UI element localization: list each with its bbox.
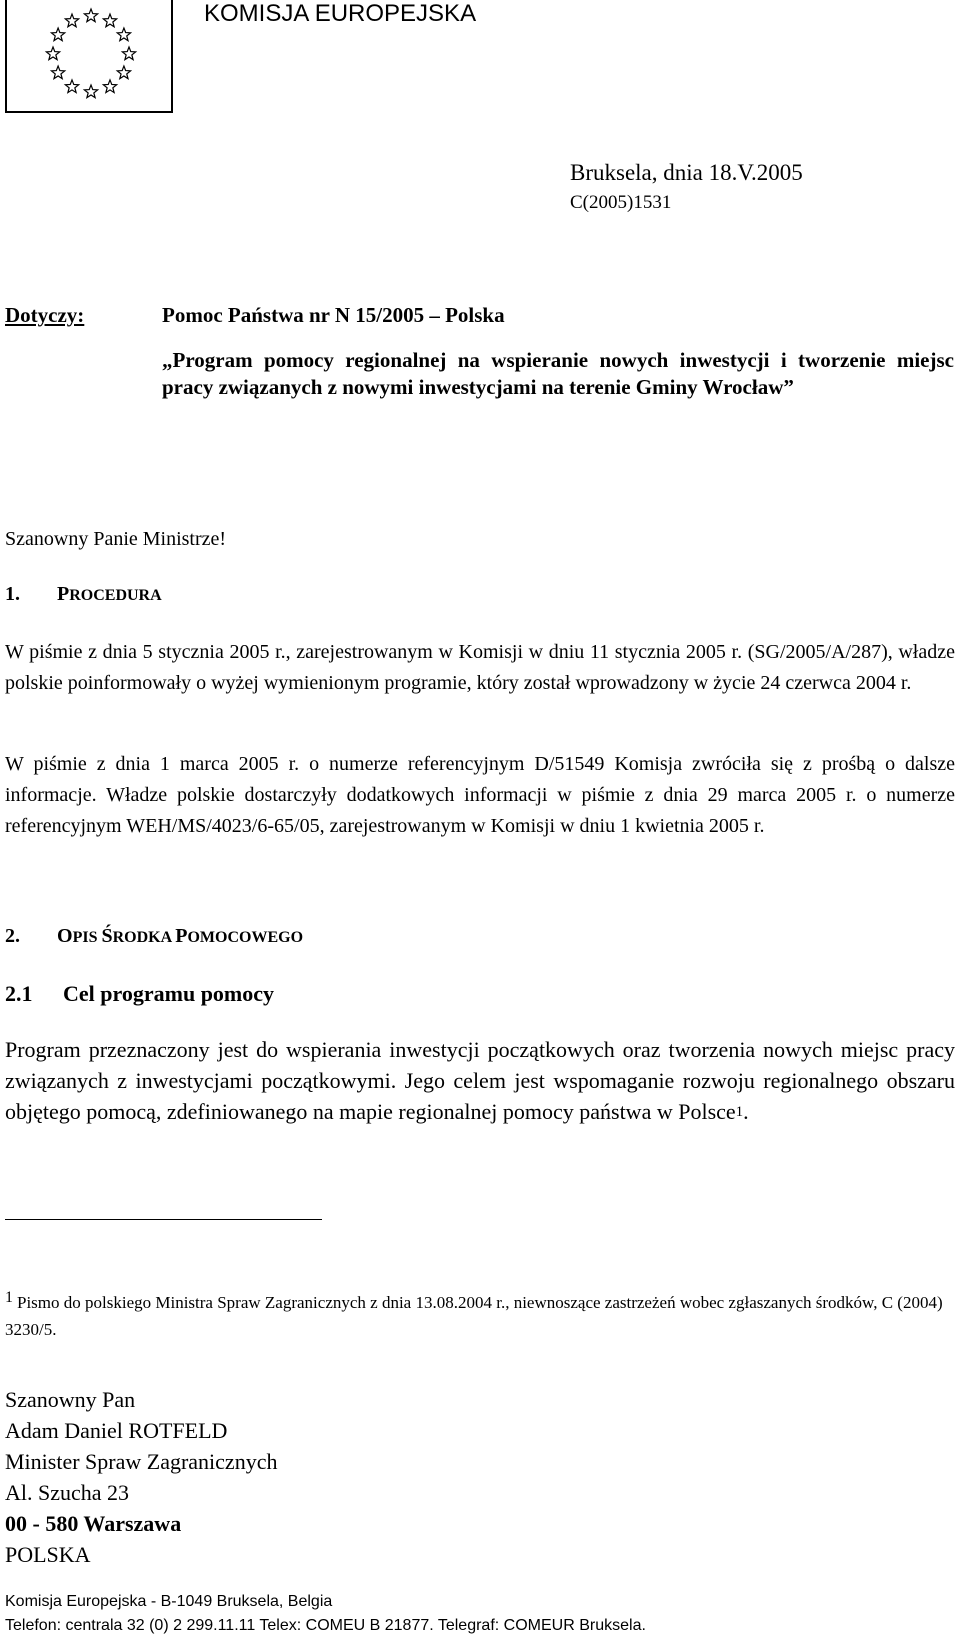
address-line: Al. Szucha 23 [5,1480,130,1505]
footnote-separator [5,1219,322,1220]
date-line: Bruksela, dnia 18.V.2005 [570,160,803,185]
page-footer [5,1590,646,1638]
subject-title: „Program pomocy regionalnej na wspieranie nowych inwestycji i tworzenie miejsc pracy związanych z nowymi inwestycjami na terenie Gminy Wrocław” [162,348,954,399]
footer-line: Telefon: centrala 32 (0) 2 299.11.11 Telex: COMEU B 21877. Telegraf: COMEUR Bruksela. [5,1617,646,1634]
section-heading-procedure: 1. PROCEDURA [5,583,162,605]
paragraph-procedure-1: W piśmie z dnia 5 stycznia 2005 r., zarejestrowanym w Komisji w dniu 11 stycznia 2005 r. (SG/2005/A/287), władze polskie poinformowały o wyżej wymienionym programie, który został wprowadzony w życie 24 czerwca 2004 r. [5,641,955,694]
subject-aid-number: Pomoc Państwa nr N 15/2005 – Polska [162,303,505,327]
star-icon [65,80,78,93]
eu-emblem [5,0,173,113]
footer-line: Komisja Europejska - B-1049 Bruksela, Belgia [5,1593,333,1610]
subsection-heading-aid-objective: 2.1 Cel programu pomocy [5,981,275,1006]
star-icon [117,28,130,41]
recipient-address [5,1384,277,1570]
institution-name: KOMISJA EUROPEJSKA [204,0,477,27]
greeting: Szanowny Panie Ministrze! [5,528,227,550]
star-icon [117,66,130,79]
eu-flag-stars-icon [7,0,175,113]
footnote: $^1$ Pismo do polskiego Ministra Spraw Zagranicznych z dnia 13.08.2004 r., niewnoszące zastrzeżeń wobec zgłaszanych środków, C (2004) 3230/5. [5,1289,943,1339]
address-line: Szanowny Pan [5,1387,136,1412]
star-icon [51,28,64,41]
section-heading-description: 2. OPIS ŚRODKA POMOCOWEGO [5,925,304,947]
star-icon [84,85,97,98]
paragraph-aid-objective: Program przeznaczony jest do wspierania inwestycji początkowych oraz tworzenia nowych miejsc pracy związanych z inwestycjami początkowymi. Jego celem jest wspomaganie rozwoju regionalnego obszaru objętego pomocą, zdefiniowanego na mapie regionalnej pomocy państwa w Polsce1. [5,1037,955,1124]
star-icon [84,9,97,22]
footnote-mark: 1 [5,1289,13,1306]
star-icon [51,66,64,79]
star-icon [122,47,135,60]
star-icon [46,47,59,60]
star-icon [103,80,116,93]
reference-number: C(2005)1531 [570,192,672,213]
footnote-reference: 1 [735,1104,744,1120]
subject-label: Dotyczy: [5,303,85,327]
section-number: 1. [5,583,20,605]
address-line: 00 - 580 Warszawa [5,1511,182,1536]
star-icon [103,14,116,27]
address-line: Minister Spraw Zagranicznych [5,1449,278,1474]
address-line: Adam Daniel ROTFELD [5,1418,228,1443]
star-icon [65,14,78,27]
address-line: POLSKA [5,1542,91,1567]
paragraph-procedure-2: W piśmie z dnia 1 marca 2005 r. o numerze referencyjnym D/51549 Komisja zwróciła się z prośbą o dalsze informacje. Władze polskie dostarczyły dodatkowych informacji w piśmie z dnia 29 marca 2005 r. o numerze referencyjnym WEH/MS/4023/6-65/05, zarejestrowanym w Komisji w dniu 1 kwietnia 2005 r. [5,753,955,837]
